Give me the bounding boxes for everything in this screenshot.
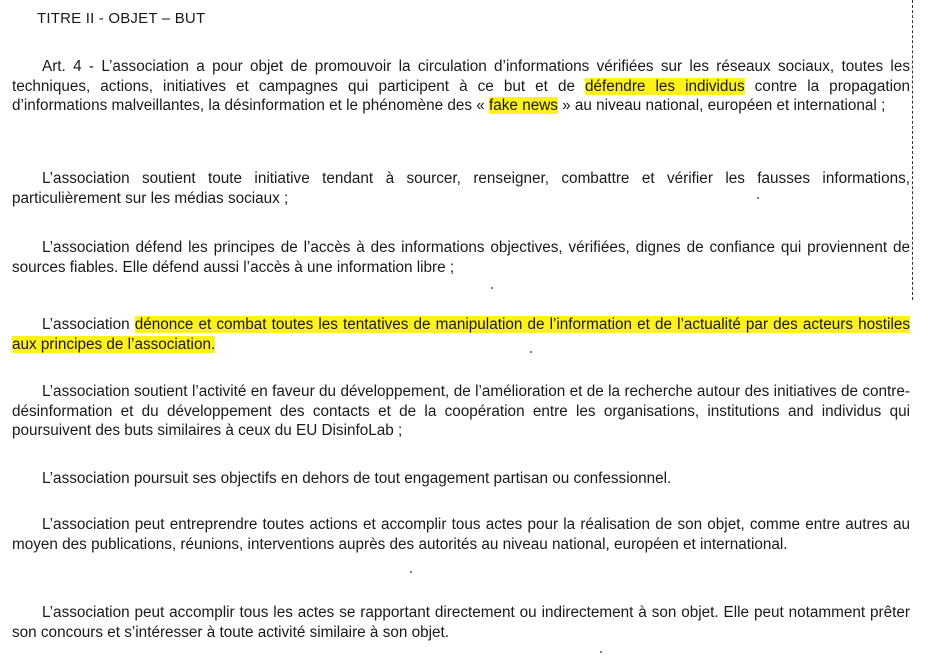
section-title: TITRE II - OBJET – BUT <box>37 10 206 27</box>
paragraph-text: L’association défend les principes de l’accès à des informations objectives, vérifiées, dignes de confiance qui proviennent de sources fiables. Elle défend aussi l’accès à une information libre ; <box>12 239 910 276</box>
highlighted-text: dénonce et combat toutes les tentatives de manipulation de l’information et de l’actualité par des acteurs hostiles aux principes de l’association. <box>12 316 910 353</box>
paragraph <box>12 57 910 116</box>
paragraph <box>12 238 910 277</box>
paragraph-text: L’association peut accomplir tous les actes se rapportant directement ou indirectement à son objet. Elle peut notamment prêter son concours et s’intéresser à toute activité similaire à son objet. <box>12 604 910 641</box>
paragraph-text: L’association peut entreprendre toutes actions et accomplir tous actes pour la réalisation de son objet, comme entre autres au moyen des publications, réunions, interventions auprès des autorités au niveau national, européen et international. <box>12 516 910 553</box>
paragraph <box>12 469 910 489</box>
paragraph-text: L’association poursuit ses objectifs en dehors de tout engagement partisan ou confessionnel. <box>42 470 672 487</box>
scan-speck <box>491 287 493 289</box>
highlighted-text: défendre les individus <box>585 77 745 95</box>
paragraph-text: L’association soutient l’activité en faveur du développement, de l’amélioration et de la recherche autour des initiatives de contre-désinformation et du développement des contacts et de la coopération entre les organisations, institutions and individus qui poursuivent des buts similaires à ceux du EU DisinfoLab ; <box>12 383 910 440</box>
margin-dashed-line <box>912 0 913 300</box>
highlighted-text: fake news <box>489 97 558 115</box>
paragraph-text: Art. 4 - L’association a pour objet de promouvoir la circulation d’informations vérifiées sur les réseaux sociaux, toutes les techniques, actions, initiatives et campagnes qui participent à ce but et de <box>12 58 910 95</box>
paragraph <box>12 382 910 441</box>
paragraph-text: » au niveau national, européen et international ; <box>557 97 886 115</box>
paragraph <box>12 169 910 208</box>
paragraph-text: L’association <box>42 316 135 333</box>
paragraph <box>12 603 910 642</box>
scan-speck <box>410 571 412 573</box>
paragraph <box>12 315 910 354</box>
paragraph-text: contre la propagation d’informations malveillantes, la désinformation et le phénomène des « <box>12 77 910 115</box>
paragraph <box>12 515 910 554</box>
paragraph-text: L’association soutient toute initiative tendant à sourcer, renseigner, combattre et vérifier les fausses informations, particulièrement sur les médias sociaux ; <box>12 170 910 207</box>
scan-speck <box>600 651 602 653</box>
